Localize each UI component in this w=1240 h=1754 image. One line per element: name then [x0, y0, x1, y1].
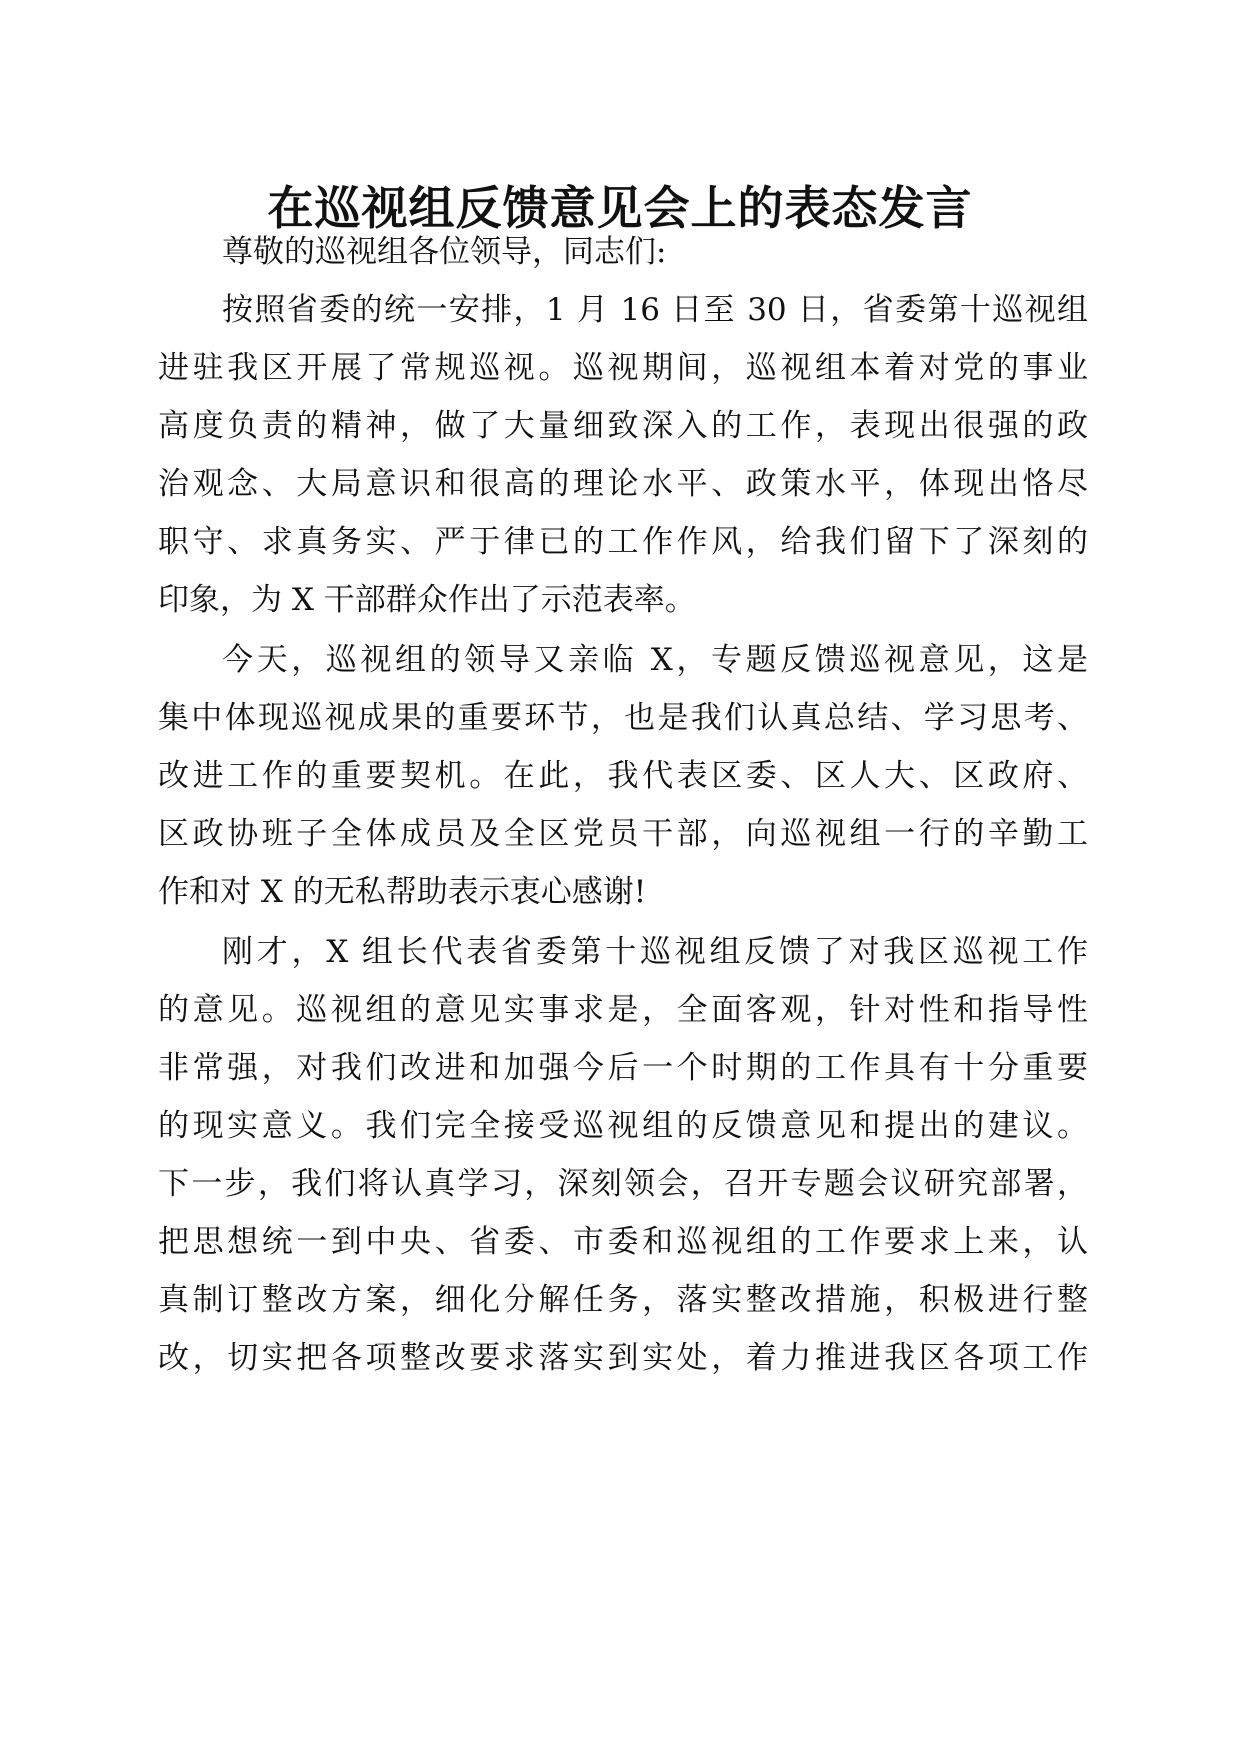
paragraph-1-line-4: 治观念、大局意识和很高的理论水平、政策水平，体现出恪尽 — [158, 466, 1088, 502]
paragraph-3-line-2: 的意见。巡视组的意见实事求是，全面客观，针对性和指导性 — [158, 992, 1088, 1028]
salutation-line: 尊敬的巡视组各位领导，同志们: — [222, 234, 667, 270]
paragraph-3-line-7: 真制订整改方案，细化分解任务，落实整改措施，积极进行整 — [158, 1282, 1088, 1318]
document-title: 在巡视组反馈意见会上的表态发言 — [267, 181, 973, 235]
paragraph-1-line-3: 高度负责的精神，做了大量细致深入的工作，表现出很强的政 — [158, 408, 1088, 444]
paragraph-2-line-2: 集中体现巡视成果的重要环节，也是我们认真总结、学习思考、 — [158, 700, 1088, 736]
paragraph-1-line-5: 职守、求真务实、严于律已的工作作风，给我们留下了深刻的 — [158, 524, 1088, 560]
paragraph-3-line-8: 改，切实把各项整改要求落实到实处，着力推进我区各项工作 — [158, 1340, 1088, 1376]
paragraph-3-line-4: 的现实意义。我们完全接受巡视组的反馈意见和提出的建议。 — [158, 1108, 1088, 1144]
paragraph-3-line-3: 非常强，对我们改进和加强今后一个时期的工作具有十分重要 — [158, 1050, 1088, 1086]
paragraph-3-line-1: 刚才，X 组长代表省委第十巡视组反馈了对我区巡视工作 — [222, 934, 1088, 970]
paragraph-2-line-5: 作和对 X 的无私帮助表示衷心感谢! — [158, 874, 647, 910]
paragraph-3-line-5: 下一步，我们将认真学习，深刻领会，召开专题会议研究部署， — [158, 1166, 1088, 1202]
paragraph-2-line-3: 改进工作的重要契机。在此，我代表区委、区人大、区政府、 — [158, 758, 1088, 794]
paragraph-3-line-6: 把思想统一到中央、省委、市委和巡视组的工作要求上来，认 — [158, 1224, 1088, 1260]
paragraph-1-line-6: 印象，为 X 干部群众作出了示范表率。 — [158, 582, 696, 618]
paragraph-1-line-1: 按照省委的统一安排，1 月 16 日至 30 日，省委第十巡视组 — [222, 292, 1088, 328]
paragraph-2-line-4: 区政协班子全体成员及全区党员干部，向巡视组一行的辛勤工 — [158, 816, 1088, 852]
paragraph-2-line-1: 今天，巡视组的领导又亲临 X，专题反馈巡视意见，这是 — [222, 642, 1088, 678]
paragraph-1-line-2: 进驻我区开展了常规巡视。巡视期间，巡视组本着对党的事业 — [158, 350, 1088, 386]
